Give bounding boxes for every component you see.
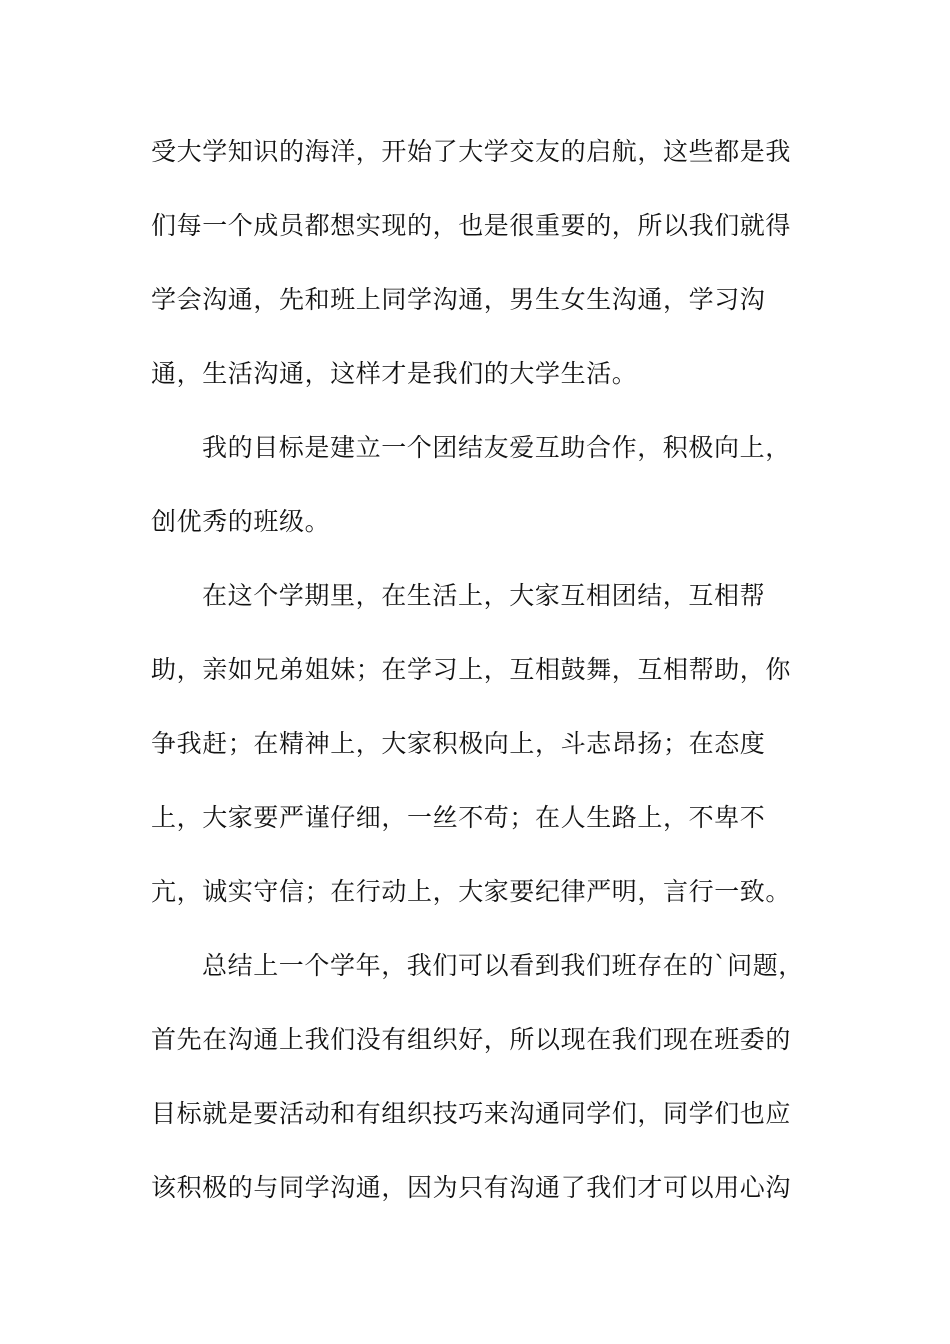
text-line: 争我赶；在精神上，大家积极向上，斗志昂扬；在态度	[151, 729, 766, 758]
text-line: 创优秀的班级。	[151, 507, 331, 536]
text-line: 亢，诚实守信；在行动上，大家要纪律严明，言行一致。	[151, 877, 792, 906]
text-line: 们每一个成员都想实现的，也是很重要的，所以我们就得	[151, 211, 792, 240]
body-text	[151, 124, 804, 1234]
text-line: 首先在沟通上我们没有组织好，所以现在我们现在班委的	[151, 1025, 792, 1054]
text-line: 通，生活沟通，这样才是我们的大学生活。	[151, 359, 638, 388]
paragraph-first-line: 总结上一个学年，我们可以看到我们班存在的`问题，	[202, 951, 804, 980]
text-line: 上，大家要严谨仔细，一丝不苟；在人生路上，不卑不	[151, 803, 766, 832]
text-line: 学会沟通，先和班上同学沟通，男生女生沟通，学习沟	[151, 285, 766, 314]
paragraph-first-line: 我的目标是建立一个团结友爱互助合作，积极向上，	[202, 433, 791, 462]
paragraph-first-line: 在这个学期里，在生活上，大家互相团结，互相帮	[202, 581, 766, 610]
text-line: 该积极的与同学沟通，因为只有沟通了我们才可以用心沟	[151, 1173, 792, 1202]
text-line: 助，亲如兄弟姐妹；在学习上，互相鼓舞，互相帮助，你	[151, 655, 792, 684]
text-line: 受大学知识的海洋，开始了大学交友的启航，这些都是我	[151, 137, 792, 166]
text-line: 目标就是要活动和有组织技巧来沟通同学们，同学们也应	[151, 1099, 792, 1128]
